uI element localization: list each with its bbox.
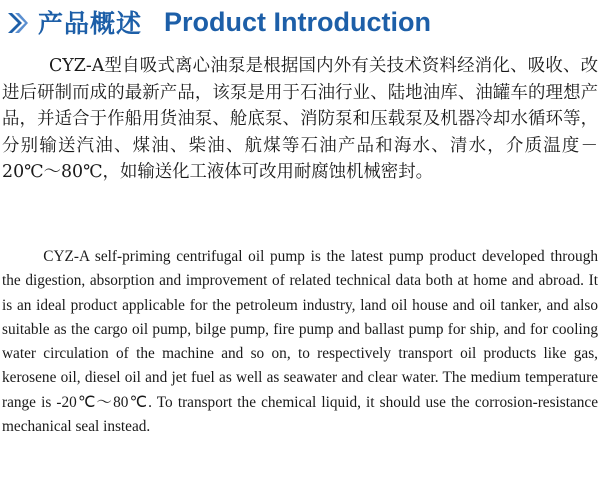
intro-paragraph-cn: CYZ-A型自吸式离心油泵是根据国内外有关技术资料经消化、吸收、改进后研制而成的最新产品，该泵是用于石油行业、陆地油库、油罐车的理想产品，并适合于作船用货油泵、舱底泵、消防泵和压载泵及机器冷却水循环等，分别输送汽油、煤油、柴油、航煤等石油产品和海水、清水，介质温度－20℃～80℃，如输送化工液体可改用耐腐蚀机械密封。 bbox=[2, 56, 598, 182]
section-heading bbox=[6, 4, 431, 40]
heading-title-cn: 产品概述 bbox=[38, 9, 143, 38]
blue-chevron-arrow-icon bbox=[6, 11, 28, 35]
intro-paragraph-en: CYZ-A self-priming centrifugal oil pump is the latest pump product developed through the digestion, absorption and improvement of related technical data both at home and abroad. It is an ideal product applicable for the petroleum industry, land oil house and oil tanker, and also suitable as the cargo oil pump, bilge pump, fire pump and ballast pump for ship, and for cooling water circulation of the machine and so on, to respectively transport oil products like gas, kerosene oil, diesel oil and jet fuel as well as seawater and clear water. The medium temperature range is -20℃～80℃. To transport the chemical liquid, it should use the corrosion-resistance mechanical seal instead. bbox=[2, 248, 598, 436]
heading-title-en: Product Introduction bbox=[164, 6, 431, 37]
